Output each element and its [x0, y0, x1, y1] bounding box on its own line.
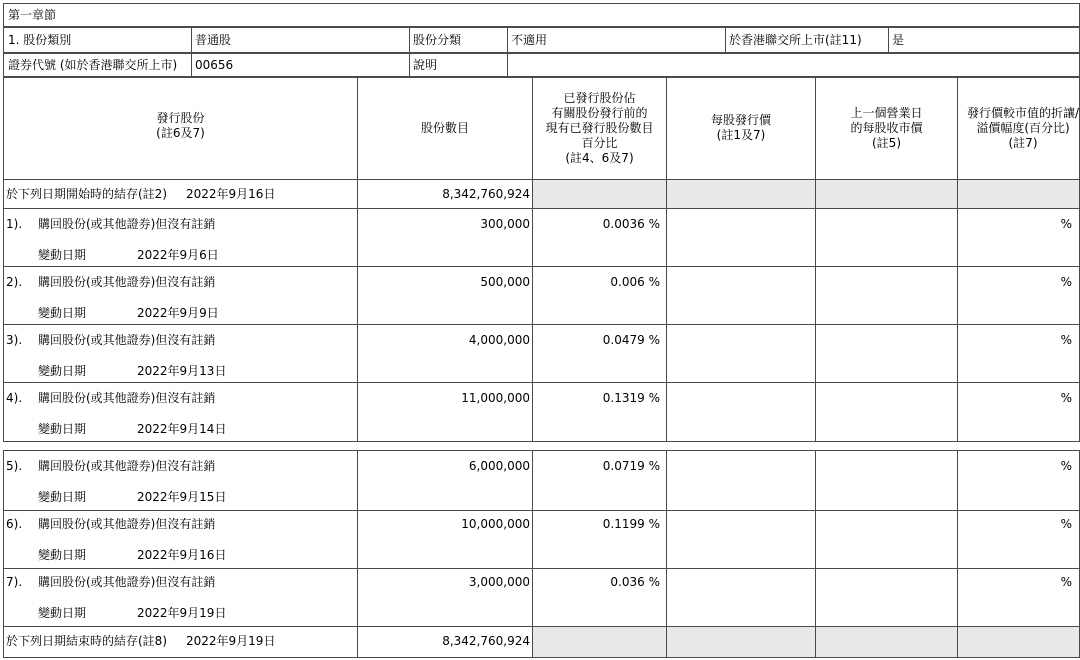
info-row-2	[3, 53, 1080, 77]
event-7-change-label: 變動日期	[38, 606, 87, 620]
section-title: 第一章節	[8, 8, 57, 22]
event-7-discount: %	[1060, 575, 1072, 589]
event-3-change-label: 變動日期	[38, 364, 87, 378]
closing-shares: 8,342,760,924	[442, 634, 530, 648]
event-2-desc: 購回股份(或其他證券)但沒有註銷	[38, 275, 216, 289]
event-6-shares: 10,000,000	[461, 517, 530, 531]
event-1-discount: %	[1060, 217, 1072, 231]
event-1-shares: 300,000	[480, 217, 530, 231]
event-5-pct: 0.0719 %	[602, 459, 660, 473]
listed-value: 是	[892, 33, 905, 47]
event-3-shares: 4,000,000	[468, 333, 530, 347]
event-6-date: 2022年9月16日	[137, 548, 227, 562]
event-6-desc: 購回股份(或其他證券)但沒有註銷	[38, 517, 216, 531]
event-1-num: 1).	[6, 217, 23, 231]
event-6-change-label: 變動日期	[38, 548, 87, 562]
event-4-num: 4).	[6, 391, 23, 405]
closing-label: 於下列日期結束時的結存(註8)	[6, 634, 167, 648]
opening-shares: 8,342,760,924	[442, 187, 530, 201]
header-pct-existing: 已發行股份佔 有關股份發行前的 現有已發行股份數目 百分比 (註4、6及7)	[545, 91, 654, 165]
event-2-num: 2).	[6, 275, 23, 289]
event-6-pct: 0.1199 %	[602, 517, 660, 531]
event-4-date: 2022年9月14日	[137, 422, 227, 436]
event-4-change-label: 變動日期	[38, 422, 87, 436]
movements-table-part1	[3, 77, 1080, 442]
event-4-discount: %	[1060, 391, 1072, 405]
info-row-1	[3, 27, 1080, 53]
header-num-shares: 股份數目	[420, 121, 469, 135]
header-issue-price: 每股發行價 (註1及7)	[710, 113, 771, 142]
event-7-desc: 購回股份(或其他證券)但沒有註銷	[38, 575, 216, 589]
event-3-date: 2022年9月13日	[137, 364, 227, 378]
event-7-date: 2022年9月19日	[137, 606, 227, 620]
event-1-desc: 購回股份(或其他證券)但沒有註銷	[38, 217, 216, 231]
opening-label: 於下列日期開始時的結存(註2)	[6, 187, 167, 201]
movements-table-part2	[3, 450, 1080, 658]
stock-code-value: 00656	[195, 58, 234, 72]
event-6-discount: %	[1060, 517, 1072, 531]
section-title-cell	[3, 3, 1080, 27]
event-7-num: 7).	[6, 575, 23, 589]
event-3-desc: 購回股份(或其他證券)但沒有註銷	[38, 333, 216, 347]
description-label: 說明	[413, 58, 438, 72]
event-1-pct: 0.0036 %	[602, 217, 660, 231]
event-7-shares: 3,000,000	[468, 575, 530, 589]
event-5-shares: 6,000,000	[468, 459, 530, 473]
share-type-value: 不適用	[511, 33, 548, 47]
listed-label: 於香港聯交所上市(註11)	[729, 33, 862, 47]
event-5-date: 2022年9月15日	[137, 490, 227, 504]
event-6-num: 6).	[6, 517, 23, 531]
event-2-change-label: 變動日期	[38, 306, 87, 320]
share-class-value: 普通股	[195, 33, 232, 47]
stock-code-label: 證券代號 (如於香港聯交所上市)	[8, 58, 178, 72]
event-5-discount: %	[1060, 459, 1072, 473]
share-type-label: 股份分類	[413, 33, 462, 47]
event-2-pct: 0.006 %	[610, 275, 660, 289]
closing-date: 2022年9月19日	[186, 634, 276, 648]
event-5-change-label: 變動日期	[38, 490, 87, 504]
event-4-desc: 購回股份(或其他證券)但沒有註銷	[38, 391, 216, 405]
event-5-desc: 購回股份(或其他證券)但沒有註銷	[38, 459, 216, 473]
header-closing-price: 上一個營業日 的每股收市價 (註5)	[850, 106, 923, 150]
event-3-discount: %	[1060, 333, 1072, 347]
event-2-date: 2022年9月9日	[137, 306, 219, 320]
event-2-discount: %	[1060, 275, 1072, 289]
event-7-pct: 0.036 %	[610, 575, 660, 589]
event-1-change-label: 變動日期	[38, 248, 87, 262]
event-3-num: 3).	[6, 333, 23, 347]
event-4-shares: 11,000,000	[461, 391, 530, 405]
event-5-num: 5).	[6, 459, 23, 473]
event-2-shares: 500,000	[480, 275, 530, 289]
header-discount: 發行價較市值的折讓/ 溢價幅度(百分比) (註7)	[966, 106, 1080, 150]
opening-date: 2022年9月16日	[186, 187, 276, 201]
share-class-label: 1. 股份類別	[8, 33, 72, 47]
event-3-pct: 0.0479 %	[602, 333, 660, 347]
event-1-date: 2022年9月6日	[137, 248, 219, 262]
event-4-pct: 0.1319 %	[602, 391, 660, 405]
header-issued-shares: 發行股份 (註6及7)	[156, 111, 205, 140]
